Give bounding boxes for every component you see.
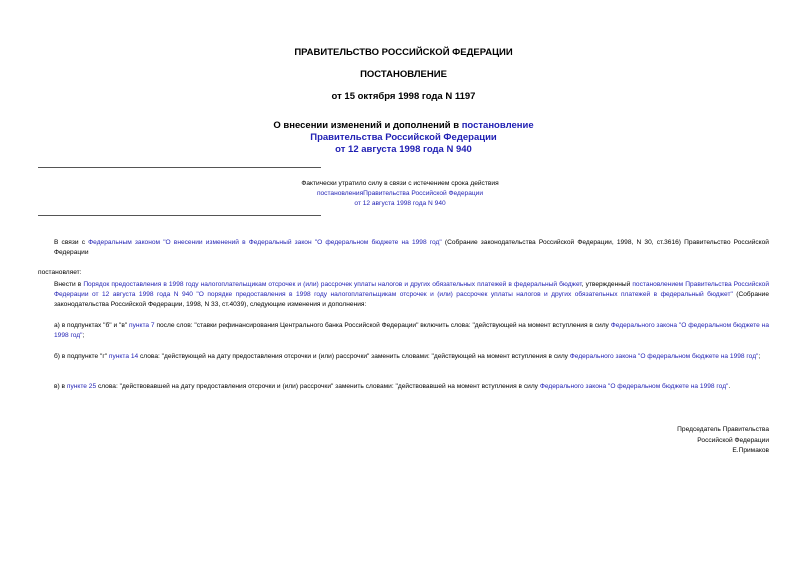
link-clause-14[interactable]: пункта 14 bbox=[108, 353, 139, 360]
link-clause-25[interactable]: пункте 25 bbox=[66, 383, 97, 390]
amendment-text-a: Внести в bbox=[54, 281, 84, 288]
paragraph-item-c bbox=[38, 382, 769, 392]
paragraph-amendment bbox=[38, 280, 769, 310]
document-type: ПОСТАНОВЛЕНИЕ bbox=[360, 69, 447, 80]
link-budget-law-b[interactable]: Федерального закона "О федеральном бюджете на 1998 год" bbox=[569, 353, 759, 360]
link-budget-law-c[interactable]: Федерального закона "О федеральном бюджете на 1998 год" bbox=[539, 383, 729, 390]
document-date-number: от 15 октября 1998 года N 1197 bbox=[331, 91, 476, 102]
status-note-line1: Фактически утратило силу в связи с истечением срока действия bbox=[301, 180, 499, 187]
signature-block bbox=[549, 425, 769, 457]
title-link-date[interactable]: от 12 августа 1998 года N 940 bbox=[335, 144, 472, 155]
paragraph-preamble bbox=[38, 238, 769, 258]
status-note-link-resolution[interactable]: постановления bbox=[316, 190, 364, 197]
paragraph-decree: постановляет: bbox=[38, 269, 82, 276]
item-c-text-b: слова: "действовавшей на дату предоставления отсрочки и (или) рассрочки" заменить словами: "действовавшей на момент вступления в силу bbox=[96, 383, 540, 390]
status-note-link-date[interactable]: от 12 августа 1998 года N 940 bbox=[354, 200, 446, 207]
link-clause-7[interactable]: пункта 7 bbox=[129, 322, 155, 329]
amendment-text-c: (Собрание законодательства Российской Федерации, 1998, N 33, ст.4039), следующие изменения и дополнения: bbox=[54, 291, 770, 308]
item-c-text-c: . bbox=[728, 383, 731, 390]
item-c-text-a: в) в bbox=[54, 383, 67, 390]
document-title bbox=[0, 120, 807, 156]
paragraph-item-a bbox=[38, 321, 769, 341]
item-a-text-c: ; bbox=[82, 332, 85, 339]
paragraph-item-b bbox=[38, 352, 769, 362]
item-b-text-a: б) в подпункте "г" bbox=[54, 353, 109, 360]
divider-top bbox=[38, 167, 321, 168]
title-link-resolution[interactable]: постановление bbox=[461, 120, 534, 131]
title-prefix: О внесении изменений и дополнений в bbox=[273, 120, 462, 131]
amendment-text-b: , утвержденный bbox=[581, 281, 633, 288]
link-federal-law-amendment[interactable]: Федеральным законом "О внесении изменений в Федеральный закон "О федеральном бюджете на 1998 год" bbox=[88, 239, 442, 246]
preamble-text-a: В связи с bbox=[54, 239, 89, 246]
preamble-text-b: (Собрание законодательства Российской Федерации, 1998, N 30, ст.3616) Правительство Российской Федерации bbox=[54, 239, 769, 256]
signature-title-1: Председатель Правительства bbox=[677, 426, 769, 433]
item-a-text-a: а) в подпунктах "б" и "в" bbox=[54, 322, 130, 329]
divider-bottom bbox=[38, 215, 321, 216]
status-note-link-government[interactable]: Правительства Российской Федерации bbox=[363, 190, 484, 197]
signature-name: Е.Примаков bbox=[732, 447, 769, 454]
title-link-government[interactable]: Правительства Российской Федерации bbox=[310, 132, 497, 143]
link-resolution-940[interactable]: постановлением Правительства Российской Федерации от 12 августа 1998 года N 940 "О порядке предоставления в 1998 году налогоплательщикам отсрочек и (или) рассрочек уплаты налогов и других обязательных платежей в федеральный бюджет" bbox=[54, 281, 769, 298]
status-note bbox=[293, 179, 507, 209]
link-procedure[interactable]: Порядок предоставления в 1998 году налогоплательщикам отсрочек и (или) рассрочек уплаты налогов и других обязательных платежей в федеральный бюджет bbox=[83, 281, 582, 288]
signature-title-2: Российской Федерации bbox=[697, 436, 769, 444]
government-heading: ПРАВИТЕЛЬСТВО РОССИЙСКОЙ ФЕДЕРАЦИИ bbox=[294, 47, 513, 58]
item-a-text-b: после слов: "ставки рефинансирования Центрального банка Российской Федерации" включить слова: "действующей на момент вступления в силу bbox=[154, 322, 611, 329]
item-b-text-b: слова: "действующей на дату предоставления отсрочки и (или) рассрочки" заменить словами: "действующей на момент вступления в силу bbox=[138, 353, 570, 360]
item-b-text-c: ; bbox=[758, 353, 761, 360]
link-budget-law-a[interactable]: Федерального закона "О федеральном бюджете на 1998 год" bbox=[54, 322, 769, 339]
